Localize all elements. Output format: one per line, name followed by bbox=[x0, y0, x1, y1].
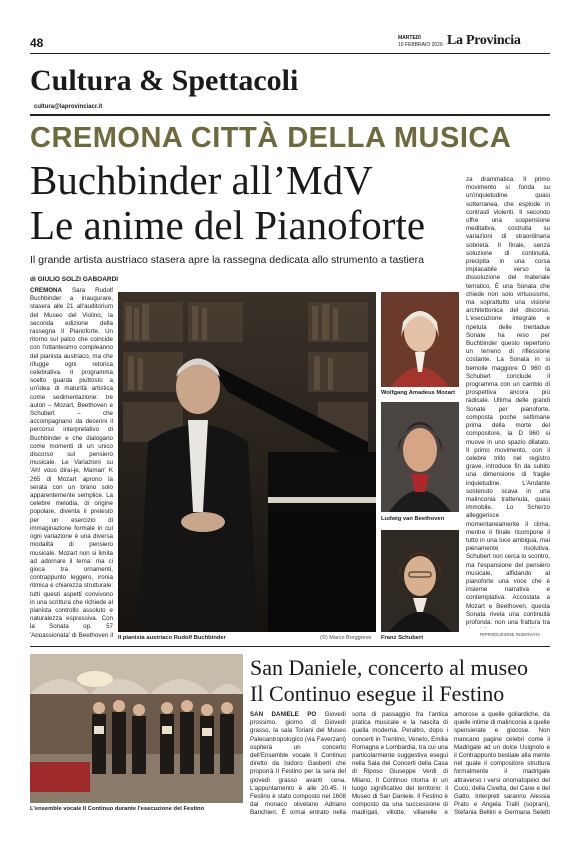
article-separator bbox=[30, 646, 550, 647]
section-email[interactable]: cultura@laprovinciacr.it bbox=[34, 104, 103, 110]
column-1-text: Sara Rudolf Buchbinder a inaugurare, stasera alle 21 all'auditorium del Museo del Violino, la seconda edizione della rassegna Il Pianoforte. Un ritorno sul palco che coincide con l'ottantesimo compleanno del pianista austriaco, ma che rifugge ogni retorica celebrativa. Il programma scelto guarda piuttosto a un'idea di maturità artistica come sedimentazione: tre autori – Mozart, Beethoven e Schubert – che accompagnano da decenni il percorso interpretativo di Buchbinder e che dialogano come momenti di un unico discorso sul pensiero musicale. Le Variazioni su 'Ah! vous dirai-je, Maman' K 265 di Mozart aprono la serata con un brano solo apparentemente semplice. La celebre melodia, di origine popolare, diventa il pretesto per un esercizio di immaginazione formale in cui ogni variazione è una diversa modalità di pensiero musicale. Mozart non si limita ad adornare il tema: ma ci gioca tra ornamenti, contrappunto leggero, ironia ritmica e chiarezza strutturale: tutti questi aspetti convivono in una scrittura che richiede al pianista controllo assoluto e naturalezza espressiva. Con la Sonata op. 57 'Appassionata' di Beethoven il bbox=[30, 287, 113, 637]
main-article-column-3 bbox=[466, 176, 550, 628]
dateline: CREMONA bbox=[30, 287, 62, 294]
masthead: La Provincia bbox=[447, 33, 521, 48]
second-dateline: SAN DANIELE PO bbox=[250, 711, 317, 718]
byline: di GIULIO SOLZI GABOARDI bbox=[30, 276, 119, 283]
article-kicker: CREMONA CITTÀ DELLA MUSICA bbox=[30, 122, 512, 154]
second-article-column-3 bbox=[454, 711, 550, 815]
headline-line-2: Le anime del Pianoforte bbox=[30, 202, 426, 248]
page-number: 48 bbox=[30, 36, 44, 50]
ensemble-photo bbox=[30, 654, 243, 803]
section-rule bbox=[30, 114, 550, 116]
ensemble-illustration bbox=[30, 654, 243, 803]
column-3-text: za drammatica. Il primo movimento si fonda su un'inquietudine quasi sotterranea, che esplode in contrasti violenti. Il secondo offre una sospensione meditativa, costruita su variazioni di straordinaria sobrietà. Il finale, senza soluzione di continuità, precipita in una corsa implacabile verso la dissoluzione del materiale tematico. È una Sonata che chiede non solo virtuosismo, ma soprattutto una visione architettonica del discorso. L'esecuzione integrale e ripetuta delle trentadue Sonate ha reso per Buchbinder questo repertorio un terreno di riflessione costante. La Sonata in si bemolle maggiore D 960 di Schubert conclude il programma con un cambio di prospettiva ancora più radicale. Ultima delle grandi Sonate per pianoforte, composta poche settimane prima della morte del compositore, la D 960 si muove in uno spazio dilatato. Il primo movimento, con il celebre trillo nel registro grave, introduce fin da subito una dimensione di fragile inquietudine. L'Andante sostenuto scava in una malinconia trattenuta, quasi immobile. Lo Scherzo alleggerisce momentaneamente il clima, mentre il finale ricompone il tutto in una luce ambigua, mai pienamente risolutiva. Schubert non cerca lo scontro, ma l'espansione del pensiero musicale, affidando al pianoforte una voce che è insieme narrativa e contemplativa. Accostata a Mozart e Beethoven, questa Sonata rivela una continuità profonda: non una frattura tra bbox=[466, 176, 550, 626]
second-column-1-text: Giovedì prossimo, giorno di Giovedì grasso, la sala Toriani del Museo Paleoantropologico (via Faverzani) ospiterà un concerto dell'Ensemble vocale Il Continuo diretto da Isidoro Gasberti che proporrà Il Festino per la sera del giovedì grasso avanti cena. L'appuntamento è alle 20.45. Il Festino è stato composto nel 1608 dal monaco olivetano Adriano Banchieri. È ormai entrato nella bbox=[250, 711, 346, 815]
mozart-portrait-illustration bbox=[381, 292, 459, 387]
portrait-caption-mozart: Wolfgang Amadeus Mozart bbox=[381, 390, 456, 396]
issue-weekday: MARTEDÌ bbox=[398, 35, 421, 41]
portrait-beethoven bbox=[381, 402, 459, 512]
main-article-column-1 bbox=[30, 287, 113, 637]
portrait-mozart bbox=[381, 292, 459, 387]
second-column-2-text: sorta di passaggio fra l'antica pratica musicale e la nascita di quella moderna. Peraltro, dopo i concerti in Trentino, Veneto, Emilia Romagna e Lombardia, tra cui una particolarmente suggestiva esegui nella Sala dei Concerti della Casa di Riposo Giuseppe Verdi di Milano, Il Continuo ritorna in un luogo significativo del territorio: il Museo di San Daniele. Il Festino è composto da una successione di madrigali, villotte, villanelle e bbox=[352, 711, 448, 815]
second-article-column-2 bbox=[352, 711, 448, 815]
second-article-column-1 bbox=[250, 711, 346, 815]
article-subtitle: Il grande artista austriaco stasera apre la rassegna dedicata allo strumento a tastiera bbox=[30, 254, 424, 266]
portrait-schubert bbox=[381, 530, 459, 632]
headline-line-1: Buchbinder all’MdV bbox=[30, 157, 373, 203]
issue-date: 10 FEBBRAIO 2026 bbox=[398, 42, 443, 48]
header-rule bbox=[30, 53, 550, 54]
section-title: Cultura & Spettacoli bbox=[30, 64, 299, 97]
rights-note: RIPRODUZIONE RISERVATA bbox=[480, 632, 541, 637]
ensemble-photo-caption: L'ensemble vocale Il Continuo durante l'esecuzione del Festino bbox=[30, 806, 205, 812]
portrait-caption-beethoven: Ludwig van Beethoven bbox=[381, 516, 445, 522]
portrait-caption-schubert: Franz Schubert bbox=[381, 635, 424, 641]
pianist-photo-caption: Il pianista austriaco Rudolf Buchbinder bbox=[118, 635, 226, 641]
pianist-illustration bbox=[118, 292, 376, 632]
schubert-portrait-illustration bbox=[381, 530, 459, 632]
second-headline-line-1: San Daniele, concerto al museo bbox=[250, 655, 528, 680]
second-column-3-text: amorose a quelle goliardiche, da quelle intime di malinconia a quelle spensierate e giocose. Non mancano pagine celebri come il Madrigale ad un dolce Usignolo e il Contrappunto bestiale alla mente nel quale il compositore struttura formalmente il madrigale attraverso i versi onomatopeici del Cucù, della Civetta, del Cane e del Gatto. Interpreti saranno Alessia Prato e Angela Tralli (soprani), Stefania Bellini e Germana Seletti bbox=[454, 711, 550, 815]
second-headline-line-2: Il Continuo esegue il Festino bbox=[250, 681, 505, 706]
beethoven-portrait-illustration bbox=[381, 402, 459, 512]
photo-credit: (©) Marco Borggreve bbox=[320, 635, 372, 641]
pianist-photo bbox=[118, 292, 376, 632]
